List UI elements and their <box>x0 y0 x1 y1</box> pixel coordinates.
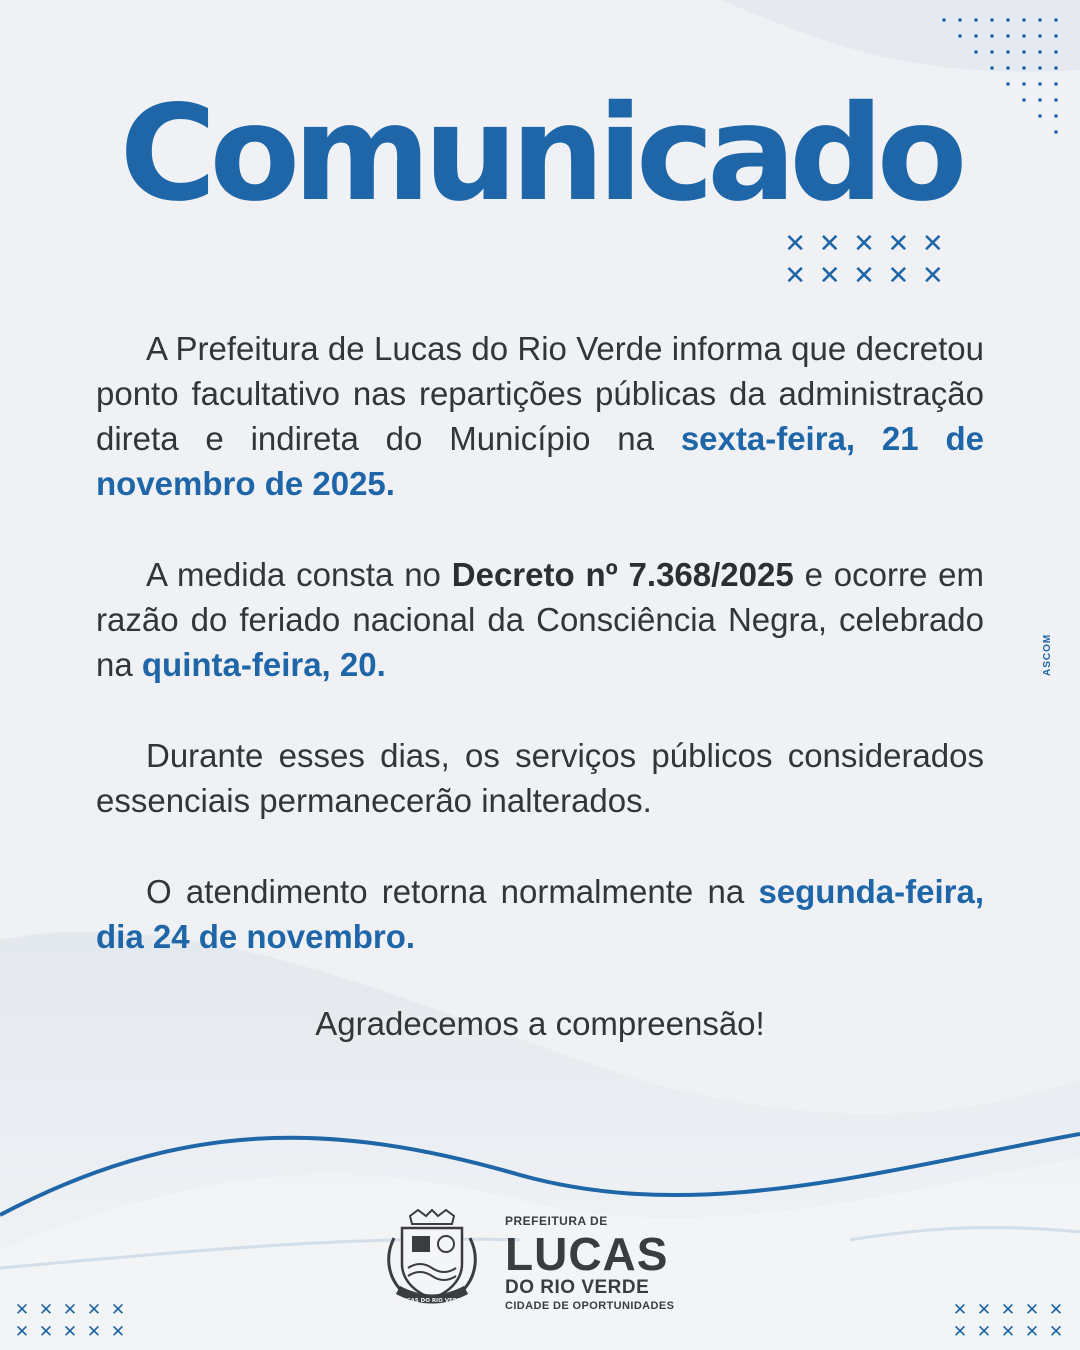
city-seal-icon <box>380 1208 484 1306</box>
paragraph-1: A Prefeitura de Lucas do Rio Verde informa que decretou ponto facultativo nas repartições públicas da administração direta e indireta do Município na sexta-feira, 21 de novembro de 2025. <box>96 330 984 502</box>
brand-wordmark <box>505 1213 715 1314</box>
page-title: Comunicado <box>119 77 961 231</box>
side-credit: ASCOM <box>1042 633 1053 676</box>
highlight-return-date: segunda-feira, dia 24 de novembro. <box>96 873 984 955</box>
closing-text: Agradecemos a compreensão! <box>315 1005 765 1042</box>
x-pattern-bottom-right: ✕ ✕ ✕ ✕ ✕ ✕ ✕ ✕ ✕ ✕ <box>952 1300 1064 1341</box>
brand-line-2: LUCAS <box>505 1228 669 1280</box>
highlight-holiday: quinta-feira, 20. <box>141 646 386 683</box>
brand-tagline: CIDADE DE OPORTUNIDADES <box>505 1300 675 1312</box>
paragraph-3: Durante esses dias, os serviços públicos considerados essenciais permanecerão inalterados. <box>96 737 984 819</box>
brand-line-3: DO RIO VERDE <box>505 1277 650 1298</box>
x-pattern-bottom-left: ✕ ✕ ✕ ✕ ✕ ✕ ✕ ✕ ✕ ✕ <box>14 1300 126 1341</box>
svg-text:LUCAS DO RIO VERDE: LUCAS DO RIO VERDE <box>398 1298 466 1304</box>
highlight-date: sexta-feira, 21 de novembro de 2025. <box>96 420 984 502</box>
paragraph-4: O atendimento retorna normalmente na segunda-feira, dia 24 de novembro. <box>96 873 984 955</box>
decree-number: Decreto nº 7.368/2025 <box>451 556 794 593</box>
brand-line-1: PREFEITURA DE <box>505 1214 608 1228</box>
paragraph-2: A medida consta no Decreto nº 7.368/2025 e ocorre em razão do feriado nacional da Consciência Negra, celebrado na quinta-feira, 20. <box>96 556 984 683</box>
announcement-body <box>96 326 984 1092</box>
x-pattern-decoration: ✕ ✕ ✕ ✕ ✕ ✕ ✕ ✕ ✕ ✕ <box>784 228 944 290</box>
